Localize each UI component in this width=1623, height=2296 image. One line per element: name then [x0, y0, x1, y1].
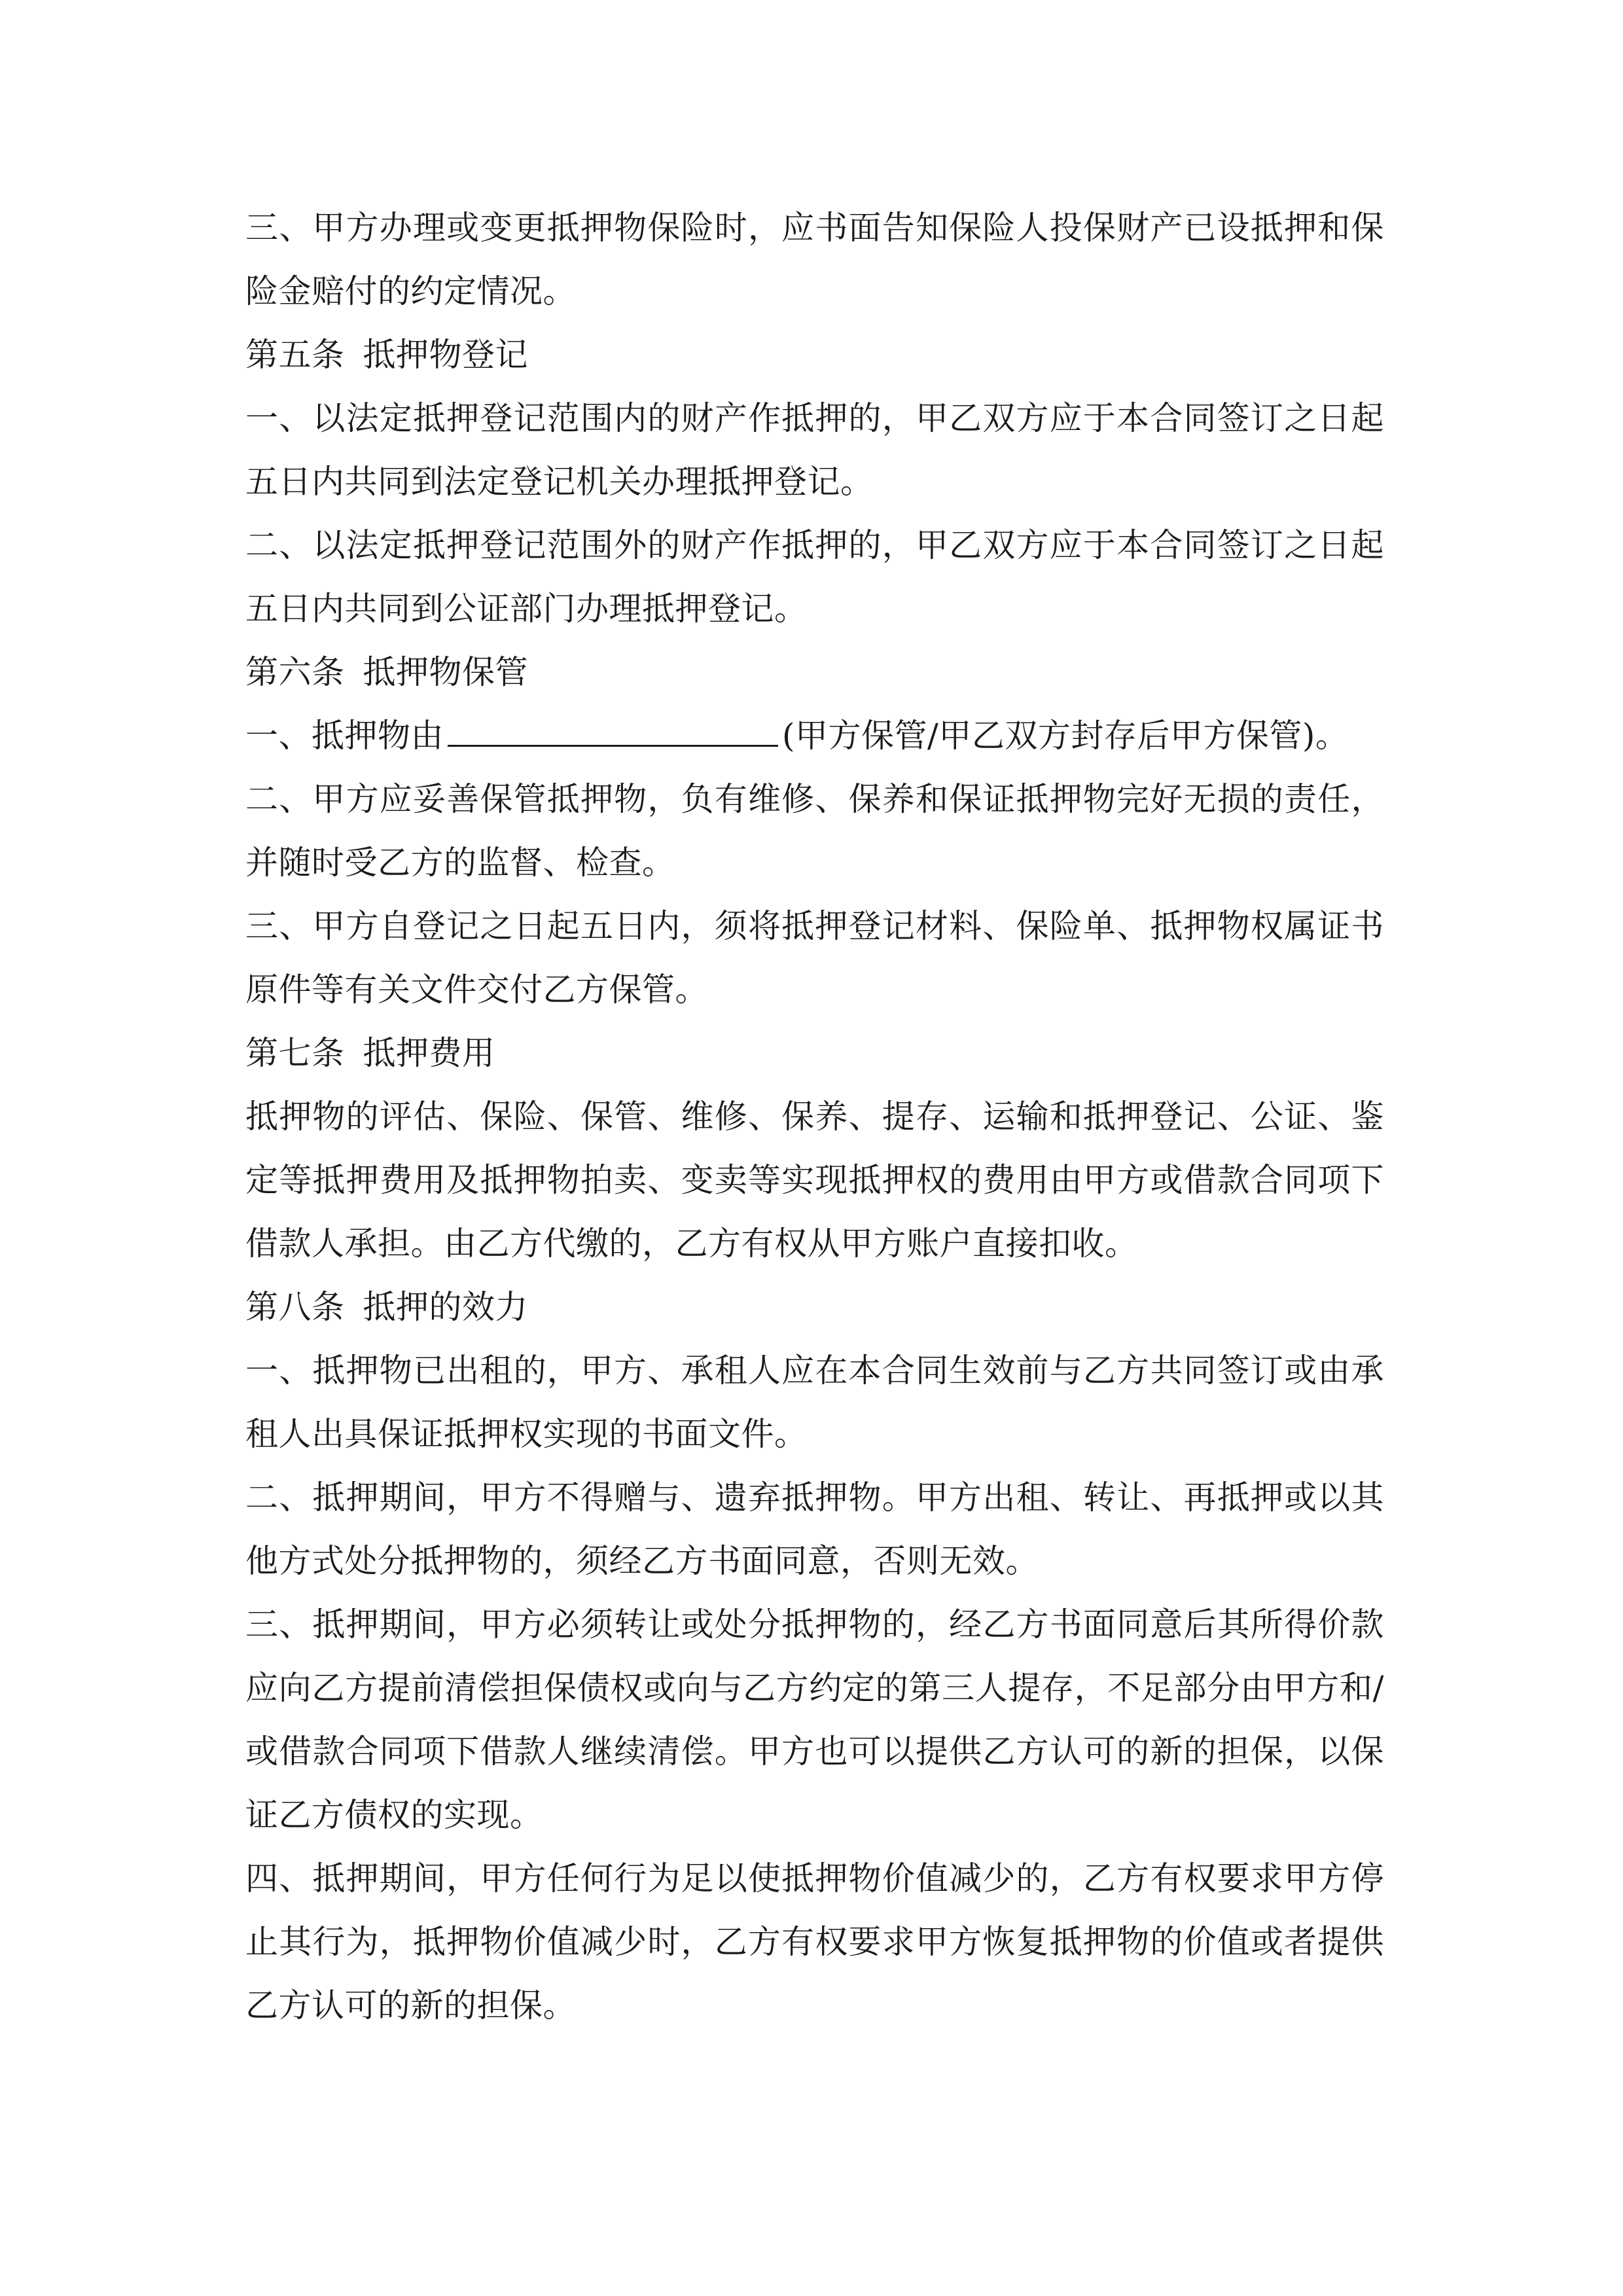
paragraph-custody-party [245, 704, 1384, 768]
article-number: 第六条 [245, 653, 345, 691]
paragraph-insurance-notice: 三、甲方办理或变更抵押物保险时，应书面告知保险人投保财产已设抵押和保险金赔付的约定情况。 [245, 209, 1384, 310]
article-title: 抵押的效力 [363, 1288, 528, 1326]
custody-prefix: 一、抵押物由 [245, 717, 444, 755]
paragraph-registration-outside: 二、以法定抵押登记范围外的财产作抵押的，甲乙双方应于本合同签订之日起五日内共同到公证部门办理抵押登记。 [245, 526, 1384, 628]
paragraph-value-reduction: 四、抵押期间，甲方任何行为足以使抵押物价值减少的，乙方有权要求甲方停止其行为，抵押物价值减少时，乙方有权要求甲方恢复抵押物的价值或者提供乙方认可的新的担保。 [245, 1859, 1384, 2024]
article-6-heading [245, 641, 1384, 704]
paragraph-custody-documents: 三、甲方自登记之日起五日内，须将抵押登记材料、保险单、抵押物权属证书原件等有关文件交付乙方保管。 [245, 907, 1384, 1009]
paragraph-transfer-proceeds: 三、抵押期间，甲方必须转让或处分抵押物的，经乙方书面同意后其所得价款应向乙方提前清偿担保债权或向与乙方约定的第三人提存，不足部分由甲方和/或借款合同项下借款人继续清偿。甲方也可以提供乙方认可的新的担保，以保证乙方债权的实现。 [245, 1605, 1384, 1834]
article-number: 第七条 [245, 1034, 345, 1072]
custody-fill-blank[interactable] [448, 711, 778, 747]
article-8-heading [245, 1276, 1384, 1339]
paragraph-registration-inside: 一、以法定抵押登记范围内的财产作抵押的，甲乙双方应于本合同签订之日起五日内共同到法定登记机关办理抵押登记。 [245, 399, 1384, 501]
article-title: 抵押物登记 [363, 336, 528, 374]
article-5-heading [245, 323, 1384, 387]
document-body [245, 196, 1384, 2037]
paragraph-leased-collateral: 一、抵押物已出租的，甲方、承租人应在本合同生效前与乙方共同签订或由承租人出具保证抵押权实现的书面文件。 [245, 1352, 1384, 1453]
paragraph-no-disposal: 二、抵押期间，甲方不得赠与、遗弃抵押物。甲方出租、转让、再抵押或以其他方式处分抵押物的，须经乙方书面同意，否则无效。 [245, 1479, 1384, 1580]
article-title: 抵押物保管 [363, 653, 528, 691]
custody-suffix: (甲方保管/甲乙双方封存后甲方保管)。 [782, 717, 1349, 755]
article-number: 第五条 [245, 336, 345, 374]
paragraph-mortgage-fees: 抵押物的评估、保险、保管、维修、保养、提存、运输和抵押登记、公证、鉴定等抵押费用及抵押物拍卖、变卖等实现抵押权的费用由甲方或借款合同项下借款人承担。由乙方代缴的，乙方有权从甲方账户直接扣收。 [245, 1098, 1384, 1263]
article-7-heading [245, 1022, 1384, 1085]
article-number: 第八条 [245, 1288, 345, 1326]
paragraph-custody-duty: 二、甲方应妥善保管抵押物，负有维修、保养和保证抵押物完好无损的责任，并随时受乙方的监督、检查。 [245, 780, 1384, 882]
article-title: 抵押费用 [363, 1034, 495, 1072]
